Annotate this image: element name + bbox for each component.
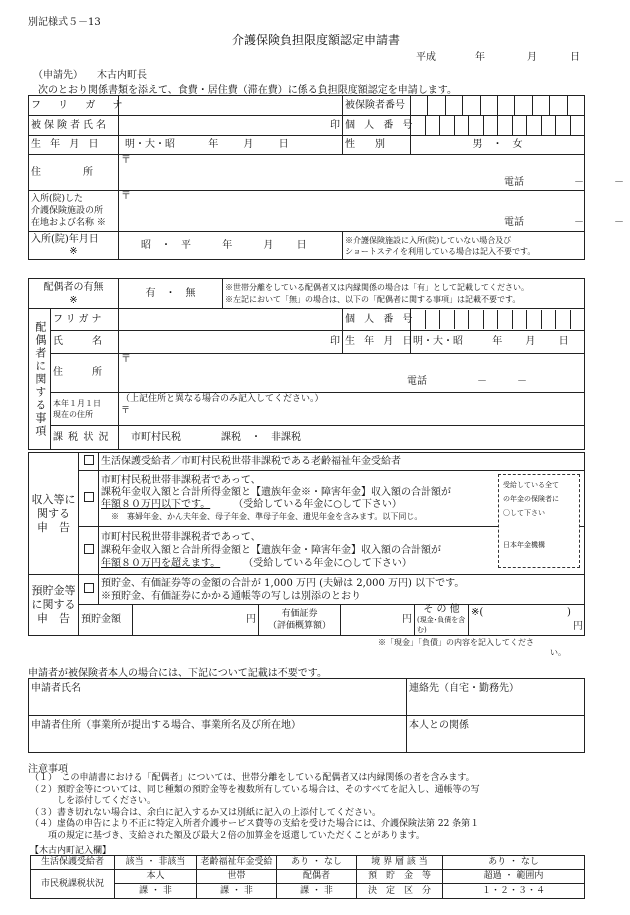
- town-pension-value[interactable]: あり ・ なし: [277, 856, 357, 870]
- birth-eras: 明・大・昭: [125, 139, 175, 151]
- spouse-birth-y: 年: [492, 336, 503, 348]
- applicant-note: 申請者が被保険者本人の場合には、下記について記載は不要です。: [28, 668, 327, 679]
- pension-insurer-box: 受給している全て の年金の保険者に 〇して下さい 日本年金機構: [498, 474, 580, 568]
- note-item: （１） この申請書における「配偶者」については、世帯分離をしている配偶者又は内縁関係の者を含みます。: [30, 773, 475, 783]
- income-opt3: 市町村民税世帯非課税者であって、 課税年金収入額と合計所得金額と【遺族年金・障害年金】収入額の合計額が 年額８０万円を超えます。 （受給している年金に○して下さい）: [99, 527, 585, 575]
- spouse-seal-mark: 印: [330, 336, 340, 348]
- spouse-address-label: 住 所: [51, 353, 119, 392]
- spouse-exists-label: 配偶者の有無 ※: [29, 279, 119, 309]
- savings-table: [28, 574, 585, 636]
- town-household-tax[interactable]: 課 ・ 非: [197, 884, 277, 899]
- town-welfare-label: 生活保護受給者: [31, 856, 115, 870]
- spouse-jan1-postal: 〒: [121, 406, 131, 417]
- spouse-furigana-label: フリガナ: [51, 309, 119, 331]
- applicant-to-label: （申請先）: [33, 70, 83, 81]
- town-savings-value[interactable]: 超過 ・ 範囲内: [443, 870, 585, 884]
- income-side-label: 収入等に 関する 申 告: [29, 453, 79, 575]
- income-opt2-checkbox[interactable]: [79, 471, 99, 527]
- gender-field[interactable]: 男 ・ 女: [411, 136, 585, 155]
- notes-title: 注意事項: [28, 764, 68, 775]
- spouse-jan1-note: （上記住所と異なる場合のみ記入してください。）: [121, 394, 324, 405]
- spouse-birth-label: 生 年 月 日: [343, 330, 411, 353]
- spouse-side-label: 配偶者に関する事項: [29, 309, 51, 450]
- income-opt3-checkbox[interactable]: [79, 527, 99, 575]
- insured-name-field[interactable]: [119, 116, 343, 136]
- spouse-name-field[interactable]: [119, 330, 343, 353]
- spouse-tax-field[interactable]: 市町村民税 課税 ・ 非課税: [119, 425, 585, 449]
- insured-number-field[interactable]: [411, 96, 585, 116]
- other-field[interactable]: ※( ) 円: [469, 605, 585, 636]
- facility-postal-mark: 〒: [121, 191, 131, 202]
- birth-m: 月: [243, 139, 254, 151]
- admit-d: 日: [296, 239, 307, 251]
- applicant-table: [28, 678, 585, 753]
- income-opt2: 市町村民税世帯非課税者であって、 課税年金収入額と合計所得金額と【遺族年金※・障害年金】収入額の合計額が 年額８０万円以下です。 （受給している年金に○して下さい） ※ 寡婦年金、かん夫年金、母子年金、準母子年金、遺児年金を含みます。以下同じ。: [99, 471, 585, 527]
- savings-footnote: ※「現金」「負債」の内容を記入してくださ い。: [378, 638, 566, 657]
- deposit-label: 預貯金額: [79, 605, 133, 636]
- savings-declaration: 預貯金、有価証券等の金額の合計が 1,000 万円 (夫婦は 2,000 万円) 以下です。 ※預貯金、有価証券にかかる通帳等の写しは別添のとおり: [99, 575, 585, 605]
- admit-field[interactable]: [119, 232, 343, 260]
- note-item: （２）預貯金等については、同じ種類の預貯金等を複数所有している場合は、そのすべてを記入し、通帳等の写: [30, 784, 480, 795]
- admit-y: 年: [222, 239, 233, 251]
- town-boundary-label: 境 界 層 該 当: [357, 856, 443, 870]
- town-title: 【木古内町記入欄】: [30, 846, 112, 856]
- securities-field[interactable]: 円: [341, 605, 415, 636]
- date-era: 平成: [416, 52, 436, 63]
- town-spouse-label: 配偶者: [277, 870, 357, 884]
- phone-label: 電話: [504, 177, 524, 188]
- spouse-birth-d: 日: [558, 336, 569, 348]
- admit-m: 月: [263, 239, 274, 251]
- applicant-to-name: 木古内町長: [97, 70, 147, 81]
- birth-field[interactable]: [119, 136, 343, 155]
- spouse-name-label: 氏 名: [51, 330, 119, 353]
- birth-label: 生 年 月 日: [29, 136, 119, 155]
- insured-name-label: 被保険者氏名: [29, 116, 119, 136]
- applicant-address-field[interactable]: 申請者住所（事業所が提出する場合、事業所名及び所在地）: [29, 716, 407, 753]
- town-table: [30, 855, 585, 899]
- income-opt1: 生活保護受給者／市町村民税世帯非課税である老齢福祉年金受給者: [99, 453, 585, 471]
- securities-label: 有価証券 （評価概算額）: [259, 605, 341, 636]
- deposit-field[interactable]: 円: [133, 605, 259, 636]
- spouse-postal-mark: 〒: [121, 353, 131, 365]
- town-self-tax[interactable]: 課 ・ 非: [115, 884, 197, 899]
- insured-number-label: 被保険者番号: [343, 96, 411, 116]
- personal-number-field[interactable]: [411, 116, 585, 136]
- admit-eras: 昭 ・ 平: [141, 239, 191, 251]
- town-welfare-value[interactable]: 該当 ・ 非該当: [115, 856, 197, 870]
- phone-dash: － －: [574, 177, 624, 188]
- spouse-exists-note: ※世帯分離をしている配偶者又は内縁関係の場合は「有」として記載してください。 ※左記において「無」の場合は、以下の「配偶者に関する事項」は記載不要です。: [223, 279, 585, 309]
- applicant-relation-field[interactable]: 本人との関係: [407, 716, 585, 753]
- gender-label: 性 別: [343, 136, 411, 155]
- spouse-jan1-field[interactable]: [119, 393, 585, 426]
- spouse-jan1-label: 本年１月１日 現在の住所: [51, 393, 119, 426]
- note-item: （４）虚偽の申告により不正に特定入所者介護サービス費等の支給を受けた場合には、介護保険法第 22 条第１: [30, 819, 480, 829]
- note-item: （３）書き切れない場合は、余白に記入するか又は別紙に記入の上添付してください。: [30, 807, 382, 818]
- spouse-table: [28, 278, 585, 450]
- town-pension-label: 老齢福祉年金受給: [197, 856, 277, 870]
- spouse-exists-field[interactable]: 有 ・ 無: [119, 279, 223, 309]
- spouse-phone-dash: － －: [477, 375, 527, 387]
- applicant-contact-field[interactable]: 連絡先（自宅・勤務先）: [407, 679, 585, 716]
- personal-number-label: 個 人 番 号: [343, 116, 411, 136]
- town-self-label: 本人: [115, 870, 197, 884]
- facility-phone-label: 電話: [504, 217, 524, 228]
- insured-table: [28, 95, 624, 260]
- facility-label: 入所(院)した 介護保険施設の所 在地および名称 ※: [29, 191, 119, 232]
- notes-list: [30, 773, 480, 842]
- spouse-tax-label: 課 税 状 況: [51, 425, 119, 449]
- address-field[interactable]: [119, 155, 624, 191]
- admit-label: 入所(院)年月日 ※: [29, 232, 119, 260]
- savings-side-label: 預貯金等 に関する 申 告: [29, 575, 79, 636]
- admit-note: ※介護保険施設に入所(院)していない場合及び ショートステイを利用している場合は記入不要です。: [343, 232, 585, 260]
- spouse-address-field[interactable]: [119, 353, 585, 392]
- facility-field[interactable]: [119, 191, 624, 232]
- savings-checkbox[interactable]: [79, 575, 99, 605]
- town-spouse-tax[interactable]: 課 ・ 非: [277, 884, 357, 899]
- date-month: 月: [527, 52, 537, 63]
- postal-mark: 〒: [121, 155, 131, 166]
- date-year: 年: [475, 52, 485, 63]
- form-id: 別記様式５－13: [28, 17, 101, 28]
- facility-phone-dash: － －: [574, 217, 624, 228]
- spouse-personal-field[interactable]: [411, 309, 585, 331]
- applicant-name-field[interactable]: 申請者氏名: [29, 679, 407, 716]
- spouse-furigana-field[interactable]: [119, 309, 343, 331]
- town-decision-label: 決 定 区 分: [357, 884, 443, 899]
- seal-mark: 印: [330, 119, 340, 131]
- furigana-label: フ リ ガ ナ: [29, 96, 119, 116]
- town-household-label: 世帯: [197, 870, 277, 884]
- town-boundary-value[interactable]: あり ・ なし: [443, 856, 585, 870]
- birth-y: 年: [208, 139, 219, 151]
- intro-text: 次のとおり関係書類を添えて、食費・居住費（滞在費）に係る負担限度額認定を申請します。: [38, 85, 457, 96]
- form-title: 介護保険負担限度額認定申請書: [232, 33, 401, 47]
- note-item: 項の規定に基づき、支給された額及び最大２倍の加算金を返還していただくことがあります。: [30, 830, 425, 841]
- spouse-personal-label: 個 人 番 号: [343, 309, 411, 331]
- town-decision-value[interactable]: １・２・３・４: [443, 884, 585, 899]
- birth-d: 日: [278, 139, 289, 151]
- spouse-phone-label: 電話: [407, 375, 427, 387]
- other-label: そ の 他 (現金･負債を含 む): [415, 605, 469, 636]
- town-tax-label: 市民税課税状況: [31, 870, 115, 899]
- spouse-birth-field[interactable]: [411, 330, 585, 353]
- note-item: しを添付してください。: [30, 796, 157, 806]
- spouse-birth-eras: 明・大・昭: [413, 336, 463, 348]
- date-day: 日: [570, 52, 580, 63]
- town-savings-label: 預 貯 金 等: [357, 870, 443, 884]
- income-opt1-checkbox[interactable]: [79, 453, 99, 471]
- address-label: 住 所: [29, 155, 119, 191]
- spouse-birth-m: 月: [525, 336, 536, 348]
- furigana-field[interactable]: [119, 96, 343, 116]
